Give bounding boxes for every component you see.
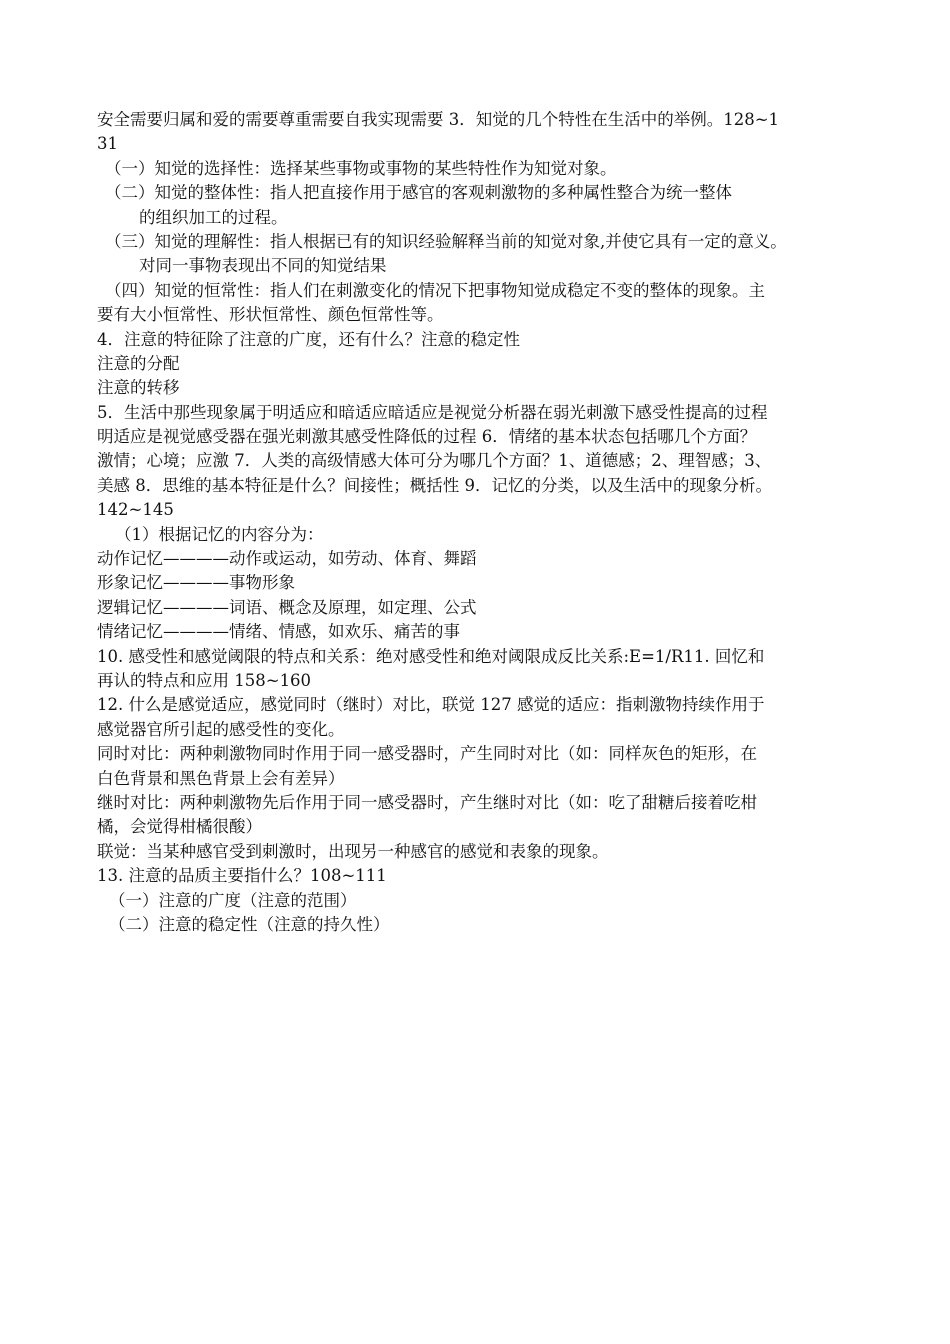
text-line: 联觉：当某种感官受到刺激时，出现另一种感官的感觉和表象的现象。 — [97, 841, 609, 861]
text-line: 逻辑记忆————词语、概念及原理，如定理、公式 — [97, 597, 477, 617]
text-line: 感觉器官所引起的感受性的变化。 — [97, 719, 345, 739]
text-line: 13. 注意的品质主要指什么？108~111 — [97, 866, 387, 886]
text-line: 安全需要归属和爱的需要尊重需要自我实现需要 3．知觉的几个特性在生活中的举例。128~1 — [97, 110, 780, 129]
text-line: 明适应是视觉感受器在强光刺激其感受性降低的过程 6．情绪的基本状态包括哪几个方面？ — [97, 427, 757, 447]
text-line: 白色背景和黑色背景上会有差异） — [97, 768, 345, 788]
text-line: 5．生活中那些现象属于明适应和暗适应暗适应是视觉分析器在弱光刺激下感受性提高的过程 — [97, 402, 768, 422]
text-line: （一）注意的广度（注意的范围） — [109, 890, 357, 910]
text-line: 注意的分配 — [97, 353, 180, 373]
text-line: （二）注意的稳定性（注意的持久性） — [109, 914, 390, 934]
text-line: （三）知觉的理解性：指人根据已有的知识经验解释当前的知觉对象,并使它具有一定的意义。 — [105, 231, 787, 251]
text-line: 橘，会觉得柑橘很酸） — [97, 817, 262, 837]
text-line: 4．注意的特征除了注意的广度，还有什么？注意的稳定性 — [97, 329, 520, 349]
text-line: （四）知觉的恒常性：指人们在刺激变化的情况下把事物知觉成稳定不变的整体的现象。主 — [105, 280, 765, 300]
text-line: 同时对比：两种刺激物同时作用于同一感受器时，产生同时对比（如：同样灰色的矩形，在 — [97, 744, 757, 764]
text-line: （1）根据记忆的内容分为： — [115, 524, 324, 544]
text-line: 美感 8．思维的基本特征是什么？间接性；概括性 9．记忆的分类，以及生活中的现象分析。 — [97, 475, 772, 495]
document-body — [97, 108, 897, 937]
text-line: 再认的特点和应用 158~160 — [97, 670, 312, 690]
text-line: （一）知觉的选择性：选择某些事物或事物的某些特性作为知觉对象。 — [105, 158, 617, 178]
text-line: 注意的转移 — [97, 378, 180, 398]
text-line: 要有大小恒常性、形状恒常性、颜色恒常性等。 — [97, 305, 444, 325]
text-line: 142~145 — [97, 500, 174, 520]
text-line: 情绪记忆————情绪、情感，如欢乐、痛苦的事 — [97, 622, 460, 642]
text-line: （二）知觉的整体性：指人把直接作用于感官的客观刺激物的多种属性整合为统一整体 — [105, 183, 732, 203]
text-line: 激情；心境；应激 7．人类的高级情感大体可分为哪几个方面？1、道德感；2、理智感；3、 — [97, 451, 772, 471]
text-line: 12. 什么是感觉适应，感觉同时（继时）对比，联觉 127 感觉的适应：指刺激物持续作用于 — [97, 695, 765, 715]
text-line: 动作记忆————动作或运动，如劳动、体育、舞蹈 — [97, 549, 477, 569]
text-line: 对同一事物表现出不同的知觉结果 — [139, 256, 387, 276]
text-line: 的组织加工的过程。 — [139, 207, 288, 227]
text-line: 形象记忆————事物形象 — [97, 573, 295, 593]
text-line: 10. 感受性和感觉阈限的特点和关系：绝对感受性和绝对阈限成反比关系:E=1/R11. 回忆和 — [97, 646, 765, 666]
text-line: 继时对比：两种刺激物先后作用于同一感受器时，产生继时对比（如：吃了甜糖后接着吃柑 — [97, 792, 757, 812]
text-line: 31 — [97, 134, 118, 154]
